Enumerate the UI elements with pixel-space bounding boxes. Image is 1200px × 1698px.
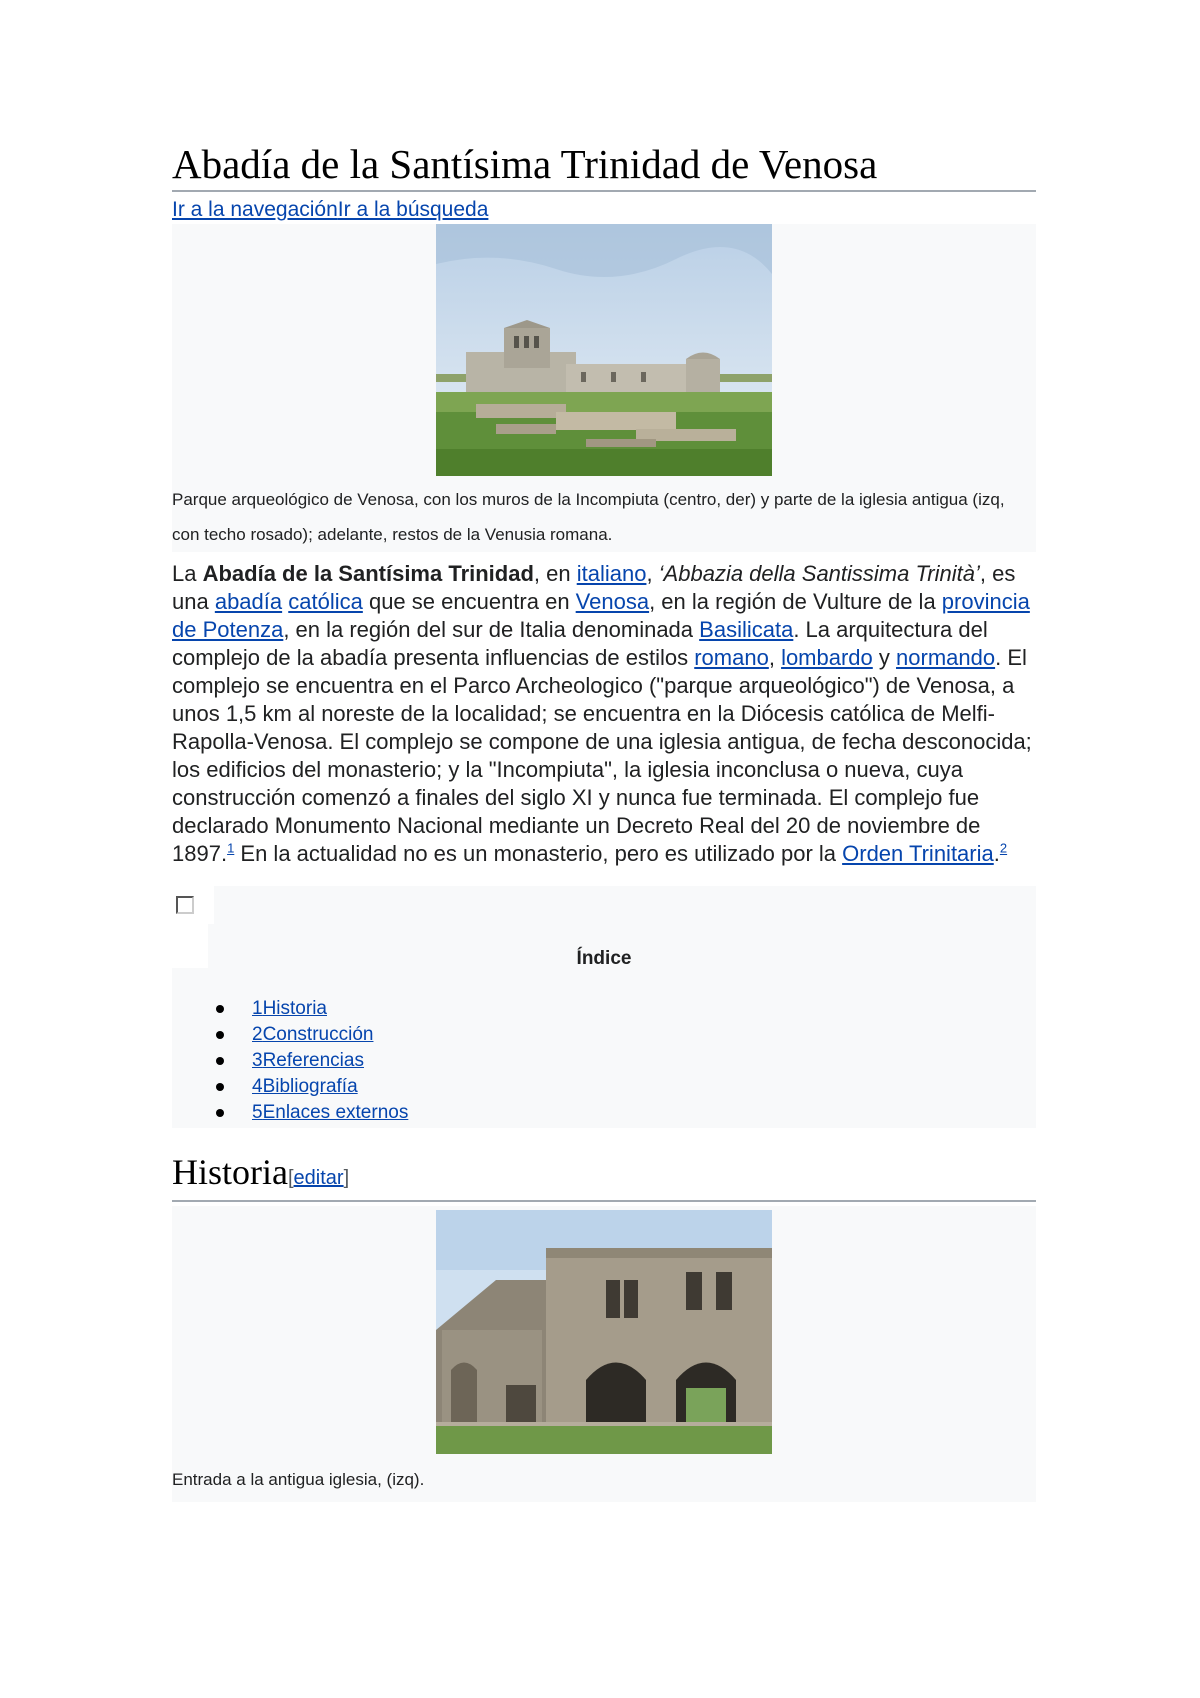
toc-number: 4 [252,1076,263,1097]
link-venosa[interactable]: Venosa [575,589,650,614]
bullet-icon [216,1005,224,1013]
link-abadia[interactable]: abadía [214,589,283,614]
bracket: [ [287,1167,294,1189]
table-of-contents [172,886,1036,1128]
toc-item[interactable] [216,1074,408,1100]
toc-number: 1 [252,998,263,1019]
reference-1[interactable]: 1 [227,840,235,856]
link-basilicata[interactable]: Basilicata [699,617,794,642]
text-run: y [872,645,897,670]
text-run: , es una [172,561,1016,614]
edit-section-link[interactable]: editar [293,1167,344,1189]
text-run: . [993,841,1000,866]
toc-label: Bibliografía [262,1076,358,1097]
link-orden-trinitaria[interactable]: Orden Trinitaria [842,841,994,866]
text-run: , [646,561,659,586]
toc-list [216,996,408,1126]
reference-2[interactable]: 2 [999,840,1008,856]
toc-link-referencias[interactable] [252,1050,364,1071]
toc-label: Enlaces externos [262,1102,409,1123]
toc-item[interactable] [216,1022,408,1048]
link-provincia-potenza[interactable]: provincia de Potenza [172,589,1030,642]
text-run: , en la región del sur de Italia denominada [283,617,700,642]
bracket: ] [343,1167,350,1189]
link-italiano[interactable]: italiano [576,561,647,586]
church-entrance-photo[interactable] [436,1210,772,1454]
toc-item[interactable] [216,996,408,1022]
bullet-icon [216,1083,224,1091]
article [172,140,1036,1502]
toc-link-historia[interactable] [252,998,327,1019]
toc-label: Historia [262,998,327,1019]
text-run: , [768,645,782,670]
link-catolica[interactable]: católica [288,589,363,614]
toc-link-construccion[interactable] [252,1024,373,1045]
checkbox-icon[interactable] [176,896,194,914]
jump-to-navigation-link[interactable]: Ir a la navegación [172,198,338,221]
italian-name: ‘Abbazia della Santissima Trinità’ [658,561,980,586]
toc-link-bibliografia[interactable] [252,1076,358,1097]
lead-paragraph [172,560,1036,868]
text-run: . El complejo se encuentra en el Parco Archeologico ("parque arqueológico") de Venosa, a unos 1,5 km al noreste de la localidad; se encuentra en la Diócesis católica de Melfi-Rapolla-Venosa. El complejo se compone de una iglesia antigua, de fecha desconocida; los edificios del monasterio; y la "Incompiuta", la iglesia inconclusa o nueva, cuya construcción comenzó a finales del siglo XI y nunca fue terminada. El complejo fue declarado Monumento Nacional mediante un Decreto Real del 20 de noviembre de 1897. [172,645,1032,866]
text-run: que se encuentra en [362,589,576,614]
section-heading-historia [172,1152,1036,1202]
link-normando[interactable]: normando [896,645,996,670]
figure-caption: Entrada a la antigua iglesia, (izq). [172,1470,425,1489]
link-romano[interactable]: romano [694,645,769,670]
bullet-icon [216,1109,224,1117]
toc-label: Referencias [262,1050,364,1071]
bullet-icon [216,1057,224,1065]
jump-links [172,196,1036,224]
figure-caption: Parque arqueológico de Venosa, con los muros de la Incompiuta (centro, der) y parte de la iglesia antigua (izq, con techo rosado); adelante, restos de la Venusia romana. [172,490,1005,544]
text-run: . La arquitectura del complejo de la abadía presenta influencias de estilos [172,617,988,670]
toc-title: Índice [576,948,632,969]
toc-label: Construcción [262,1024,374,1045]
bullet-icon [216,1031,224,1039]
text-run: En la actualidad no es un monasterio, pero es utilizado por la [234,841,843,866]
text-run: , en la región de Vulture de la [649,589,942,614]
infobox-figure [172,224,1036,552]
toc-number: 3 [252,1050,263,1071]
toc-number: 2 [252,1024,263,1045]
bold-title: Abadía de la Santísima Trinidad [202,561,534,586]
text-run: , en [533,561,577,586]
page-title: Abadía de la Santísima Trinidad de Venosa [172,140,1036,192]
abbey-park-photo[interactable] [436,224,772,476]
text-run: La [172,561,203,586]
jump-to-search-link[interactable]: Ir a la búsqueda [337,198,489,221]
toc-item[interactable] [216,1048,408,1074]
toc-link-enlaces-externos[interactable] [252,1102,408,1123]
link-lombardo[interactable]: lombardo [781,645,873,670]
toc-number: 5 [252,1102,263,1123]
toc-toggle[interactable] [172,886,214,924]
section-title: Historia [172,1152,288,1192]
toc-item[interactable] [216,1100,408,1126]
historia-figure [172,1206,1036,1502]
